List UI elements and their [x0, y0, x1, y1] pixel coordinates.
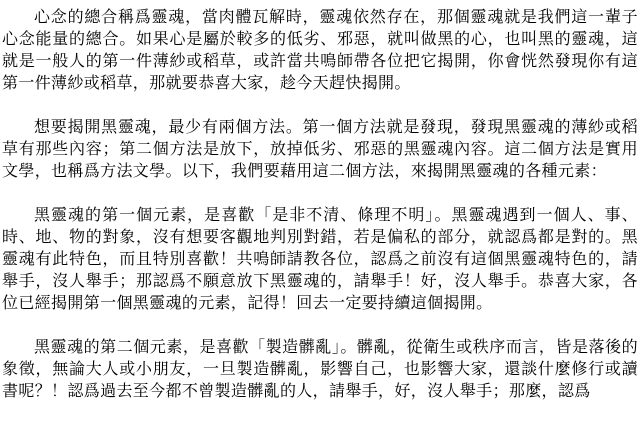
document-body [2, 6, 638, 424]
paragraph-3: 黑靈魂的第一個元素，是喜歡「是非不清、條理不明」。黑靈魂遇到一個人、事、時、地、物的對象，沒有想要客觀地判別對錯，若是偏私的部分，就認爲都是對的。黑靈魂有此特色，而且特別喜歡！共鳴師請教各位，認爲之前沒有這個黑靈魂特色的，請舉手，沒人舉手；那認爲不願意放下黑靈魂的，請舉手！好，沒人舉手。恭喜大家，各位已經揭開第一個黑靈魂的元素，記得！回去一定要持續這個揭開。 [2, 205, 638, 312]
paragraph-4: 黑靈魂的第二個元素，是喜歡「製造髒亂」。髒亂，從衛生或秩序而言，皆是落後的象徵，無論大人或小朋友，一旦製造髒亂，影響自己，也影響大家，還談什麼修行或讀書呢？！認爲過去至今都不曾製造髒亂的人，請舉手，好，沒人舉手；那麼，認爲 [2, 337, 638, 400]
paragraph-2: 想要揭開黑靈魂，最少有兩個方法。第一個方法就是發現，發現黑靈魂的薄紗或稻草有那些內容；第二個方法是放下，放掉低劣、邪惡的黑靈魂內容。這二個方法是實用文學，也稱爲方法文學。以下，我們要藉用這二個方法，來揭開黑靈魂的各種元素： [2, 117, 638, 180]
paragraph-1: 心念的總合稱爲靈魂，當肉體瓦解時，靈魂依然存在，那個靈魂就是我們這一輩子心念能量的總合。如果心是屬於較多的低劣、邪惡，就叫做黑的心，也叫黑的靈魂，這就是一般人的第一件薄紗或稻草，或許當共鳴師帶各位把它揭開，你會恍然發現你有這第一件薄紗或稻草，那就要恭喜大家，趁今天趕快揭開。 [2, 7, 638, 92]
